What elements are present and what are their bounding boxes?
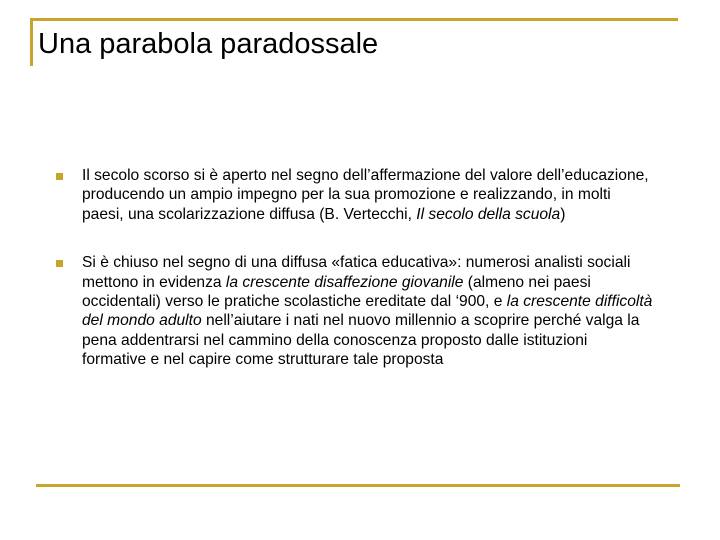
bullet-text-italic: la crescente difficoltà del mondo adulto (82, 293, 653, 330)
frame-bottom-rule (36, 484, 680, 487)
bullet-item (54, 166, 654, 224)
frame-left-rule (30, 18, 33, 66)
bullet-text-segment: Il secolo scorso si è aperto nel segno dell’affermazione del valore dell’educazione, producendo un ampio impegno per la sua promozione e realizzando, in molti paesi, una scolarizzazione diffusa (B. Vertecchi, (82, 167, 649, 223)
square-bullet-icon (56, 173, 63, 180)
bullet-item (54, 253, 654, 369)
bullet-text-segment: (almeno nei paesi occidentali) verso le pratiche scolastiche ereditate dal ‘900, e (82, 273, 591, 311)
bullet-text-segment: Si è chiuso nel segno di una diffusa «fatica educativa»: numerosi analisti sociali mettono in evidenza (82, 254, 631, 291)
square-bullet-icon (56, 260, 63, 267)
bullet-text-italic: la crescente disaffezione giovanile (225, 273, 464, 291)
bullet-list (54, 166, 654, 399)
bullet-text-segment: ) (560, 205, 566, 223)
slide-title: Una parabola paradossale (38, 28, 379, 60)
bullet-text-segment: nell’aiutare i nati nel nuovo millennio a scoprire perché valga la pena addentrarsi nel cammino della conoscenza proposto dalle istituzioni formative e nel capire come strutturare tale proposta (82, 312, 640, 369)
frame-top-rule (30, 18, 678, 21)
bullet-text-italic: Il secolo della scuola (416, 205, 561, 223)
